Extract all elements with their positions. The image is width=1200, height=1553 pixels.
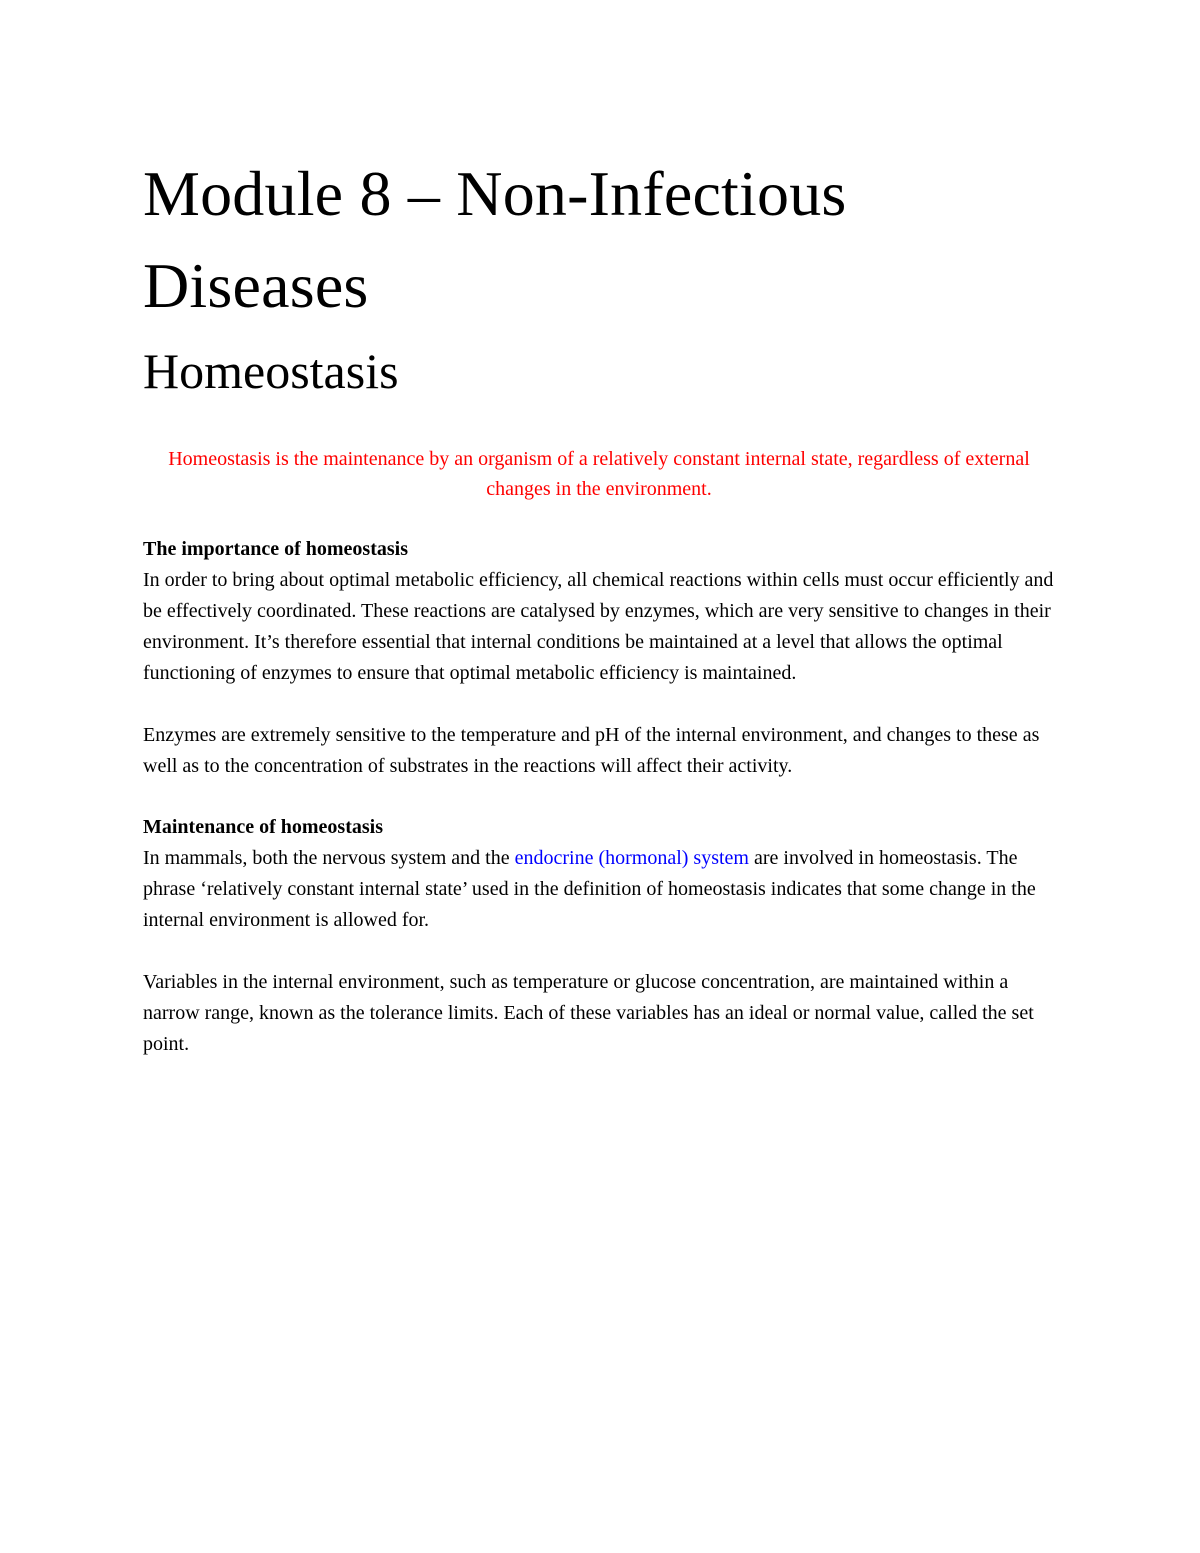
endocrine-system-highlight: endocrine (hormonal) system	[514, 847, 749, 869]
paragraph-text: In mammals, both the nervous system and the	[143, 847, 515, 869]
homeostasis-definition: Homeostasis is the maintenance by an organism of a relatively constant internal state, regardless of external changes in the environment.	[168, 448, 1030, 500]
section-heading: Maintenance of homeostasis	[143, 816, 383, 838]
paragraph: In order to bring about optimal metabolic efficiency, all chemical reactions within cells must occur efficiently and be effectively coordinated. These reactions are catalysed by enzymes, which are very sensitive to changes in their environment. It’s therefore essential that internal conditions be maintained at a level that allows the optimal functioning of enzymes to ensure that optimal metabolic efficiency is maintained.	[143, 569, 1054, 684]
section-heading: The importance of homeostasis	[143, 538, 408, 560]
document-content	[143, 148, 1055, 1060]
section-importance	[143, 534, 1055, 782]
paragraph-text: are involved in homeostasis. The phrase ‘relatively constant internal state’ used in the definition of homeostasis indicates that some change in the internal environment is allowed for.	[143, 847, 1036, 931]
paragraph	[143, 843, 1055, 936]
section-maintenance	[143, 812, 1055, 1060]
paragraph: Variables in the internal environment, such as temperature or glucose concentration, are maintained within a narrow range, known as the tolerance limits. Each of these variables has an ideal or normal value, called the set point.	[143, 971, 1034, 1055]
document-title: Module 8 – Non-Infectious Diseases	[143, 158, 847, 321]
document-subtitle: Homeostasis	[143, 343, 399, 399]
paragraph: Enzymes are extremely sensitive to the temperature and pH of the internal environment, and changes to these as well as to the concentration of substrates in the reactions will affect their activity.	[143, 724, 1040, 777]
